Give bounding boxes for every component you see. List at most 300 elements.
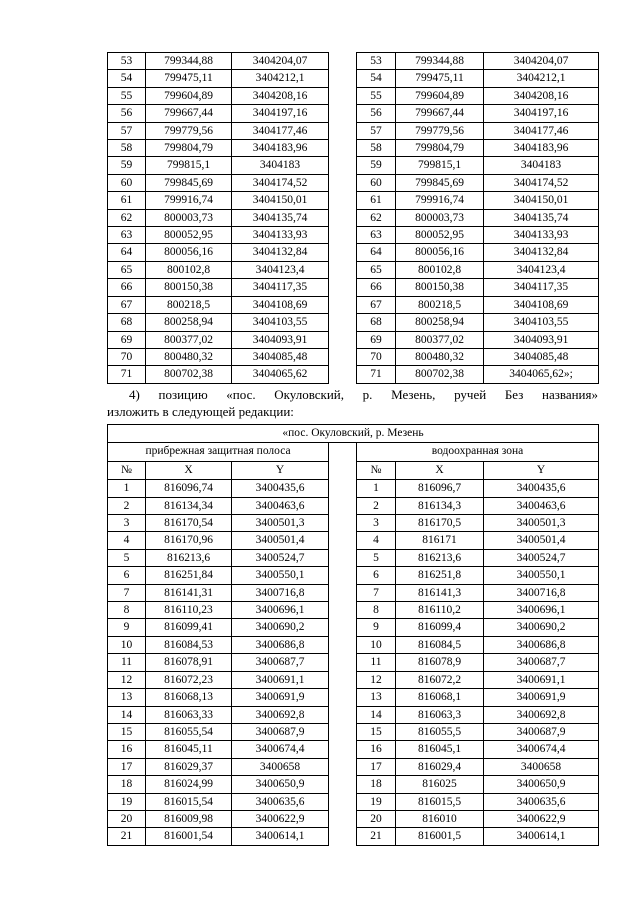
table-row: [108, 741, 599, 758]
point-number-cell: 18: [357, 776, 396, 793]
point-number-cell: 60: [357, 174, 396, 191]
y-coordinate-cell: 3400674,4: [484, 741, 599, 758]
point-number-cell: 3: [357, 515, 396, 532]
y-coordinate-cell: 3404065,62: [232, 366, 329, 383]
y-coordinate-cell: 3400524,7: [232, 549, 329, 566]
point-number-cell: 56: [357, 105, 396, 122]
y-coordinate-cell: 3404174,52: [232, 174, 329, 191]
x-coordinate-cell: 816134,3: [396, 497, 484, 514]
point-number-cell: 60: [108, 174, 146, 191]
point-number-cell: 10: [108, 636, 146, 653]
point-number-cell: 68: [357, 314, 396, 331]
y-coordinate-cell: 3404197,16: [232, 105, 329, 122]
x-coordinate-cell: 816141,3: [396, 584, 484, 601]
column-gap: [329, 140, 357, 157]
x-coordinate-cell: 816099,41: [146, 619, 232, 636]
y-coordinate-cell: 3404212,1: [484, 70, 599, 87]
amendment-line-1: 4) позицию «пос. Окуловский, р. Мезень, ручей Без названия»: [129, 387, 598, 402]
table-row: [108, 619, 599, 636]
x-coordinate-cell: 816084,5: [396, 636, 484, 653]
y-coordinate-cell: 3404135,74: [484, 209, 599, 226]
column-gap: [329, 619, 357, 636]
column-gap: [329, 296, 357, 313]
point-number-cell: 12: [108, 671, 146, 688]
x-coordinate-cell: 816096,7: [396, 480, 484, 497]
amendment-line-2: изложить в следующей редакции:: [107, 404, 294, 419]
y-coordinate-cell: 3404133,93: [484, 227, 599, 244]
column-gap: [329, 261, 357, 278]
x-coordinate-cell: 800056,16: [396, 244, 484, 261]
x-coordinate-cell: 816110,23: [146, 602, 232, 619]
y-coordinate-cell: 3400614,1: [232, 828, 329, 845]
table-row: [108, 758, 599, 775]
x-coordinate-cell: 800102,8: [146, 261, 232, 278]
y-coordinate-cell: 3400692,8: [484, 706, 599, 723]
x-coordinate-cell: 816055,54: [146, 723, 232, 740]
table-row: [108, 810, 599, 827]
x-coordinate-cell: 800258,94: [396, 314, 484, 331]
y-coordinate-cell: 3400691,9: [484, 689, 599, 706]
point-number-cell: 19: [357, 793, 396, 810]
point-number-cell: 9: [357, 619, 396, 636]
point-number-cell: 57: [357, 122, 396, 139]
column-gap: [329, 602, 357, 619]
point-number-cell: 63: [108, 227, 146, 244]
column-gap: [329, 567, 357, 584]
x-coordinate-cell: 816134,34: [146, 497, 232, 514]
y-coordinate-cell: 3400687,9: [484, 723, 599, 740]
column-gap: [329, 706, 357, 723]
bottom-table-body: [108, 425, 599, 846]
point-number-cell: 21: [108, 828, 146, 845]
y-coordinate-cell: 3400691,1: [484, 671, 599, 688]
column-header-x: X: [396, 461, 484, 479]
x-coordinate-cell: 816015,54: [146, 793, 232, 810]
y-coordinate-cell: 3404132,84: [484, 244, 599, 261]
y-coordinate-cell: 3404150,01: [232, 192, 329, 209]
x-coordinate-cell: 816001,5: [396, 828, 484, 845]
y-coordinate-cell: 3400686,8: [232, 636, 329, 653]
x-coordinate-cell: 816099,4: [396, 619, 484, 636]
y-coordinate-cell: 3400716,8: [232, 584, 329, 601]
x-coordinate-cell: 800003,73: [146, 209, 232, 226]
point-number-cell: 2: [108, 497, 146, 514]
y-coordinate-cell: 3400501,4: [484, 532, 599, 549]
y-coordinate-cell: 3400622,9: [484, 810, 599, 827]
column-gap: [329, 53, 357, 70]
y-coordinate-cell: 3404123,4: [232, 261, 329, 278]
y-coordinate-cell: 3404204,07: [232, 53, 329, 70]
y-coordinate-cell: 3404085,48: [232, 348, 329, 365]
y-coordinate-cell: 3400501,4: [232, 532, 329, 549]
point-number-cell: 16: [108, 741, 146, 758]
y-coordinate-cell: 3404085,48: [484, 348, 599, 365]
column-gap: [329, 105, 357, 122]
column-header-number: №: [108, 461, 146, 479]
x-coordinate-cell: 816072,23: [146, 671, 232, 688]
table-row: [108, 689, 599, 706]
point-number-cell: 8: [357, 602, 396, 619]
x-coordinate-cell: 799604,89: [146, 87, 232, 104]
column-gap: [329, 314, 357, 331]
y-coordinate-cell: 3404108,69: [484, 296, 599, 313]
x-coordinate-cell: 816024,99: [146, 776, 232, 793]
point-number-cell: 57: [108, 122, 146, 139]
x-coordinate-cell: 800702,38: [396, 366, 484, 383]
y-coordinate-cell: 3400691,9: [232, 689, 329, 706]
point-number-cell: 55: [357, 87, 396, 104]
x-coordinate-cell: 800377,02: [396, 331, 484, 348]
table-title: «пос. Окуловский, р. Мезень: [108, 425, 599, 443]
table-row: [108, 706, 599, 723]
y-coordinate-cell: 3400690,2: [232, 619, 329, 636]
x-coordinate-cell: 799667,44: [396, 105, 484, 122]
x-coordinate-cell: 816096,74: [146, 480, 232, 497]
column-gap: [329, 723, 357, 740]
table-row: [108, 174, 599, 191]
point-number-cell: 6: [357, 567, 396, 584]
table-row: [108, 244, 599, 261]
y-coordinate-cell: 3404093,91: [232, 331, 329, 348]
column-header-y: Y: [232, 461, 329, 479]
point-number-cell: 70: [357, 348, 396, 365]
x-coordinate-cell: 800258,94: [146, 314, 232, 331]
table-row: [108, 314, 599, 331]
column-gap: [329, 279, 357, 296]
point-number-cell: 62: [108, 209, 146, 226]
point-number-cell: 54: [108, 70, 146, 87]
table-row: [108, 480, 599, 497]
point-number-cell: 53: [108, 53, 146, 70]
x-coordinate-cell: 816084,53: [146, 636, 232, 653]
y-coordinate-cell: 3404108,69: [232, 296, 329, 313]
y-coordinate-cell: 3404177,46: [484, 122, 599, 139]
point-number-cell: 68: [108, 314, 146, 331]
x-coordinate-cell: 816063,3: [396, 706, 484, 723]
table-row: [108, 654, 599, 671]
point-number-cell: 1: [357, 480, 396, 497]
table-row: [108, 793, 599, 810]
y-coordinate-cell: 3400687,7: [232, 654, 329, 671]
x-coordinate-cell: 799916,74: [146, 192, 232, 209]
y-coordinate-cell: 3404177,46: [232, 122, 329, 139]
y-coordinate-cell: 3400463,6: [484, 497, 599, 514]
point-number-cell: 66: [357, 279, 396, 296]
x-coordinate-cell: 816251,8: [396, 567, 484, 584]
x-coordinate-cell: 816141,31: [146, 584, 232, 601]
point-number-cell: 55: [108, 87, 146, 104]
column-header-number: №: [357, 461, 396, 479]
x-coordinate-cell: 816068,13: [146, 689, 232, 706]
x-coordinate-cell: 800102,8: [396, 261, 484, 278]
point-number-cell: 59: [357, 157, 396, 174]
table-row: [108, 140, 599, 157]
table-row: [108, 53, 599, 70]
y-coordinate-cell: 3400635,6: [232, 793, 329, 810]
y-coordinate-cell: 3400635,6: [484, 793, 599, 810]
point-number-cell: 6: [108, 567, 146, 584]
point-number-cell: 5: [357, 549, 396, 566]
column-gap: [329, 828, 357, 845]
x-coordinate-cell: 816068,1: [396, 689, 484, 706]
x-coordinate-cell: 800056,16: [146, 244, 232, 261]
point-number-cell: 16: [357, 741, 396, 758]
table-row: [108, 366, 599, 383]
x-coordinate-cell: 800377,02: [146, 331, 232, 348]
y-coordinate-cell: 3400696,1: [484, 602, 599, 619]
water-protection-zone-heading: водоохранная зона: [357, 443, 599, 461]
y-coordinate-cell: 3404150,01: [484, 192, 599, 209]
table-row: [108, 515, 599, 532]
y-coordinate-cell: 3400501,3: [232, 515, 329, 532]
column-gap: [329, 331, 357, 348]
x-coordinate-cell: 816251,84: [146, 567, 232, 584]
x-coordinate-cell: 816170,54: [146, 515, 232, 532]
point-number-cell: 67: [357, 296, 396, 313]
point-number-cell: 58: [108, 140, 146, 157]
point-number-cell: 53: [357, 53, 396, 70]
y-coordinate-cell: 3404065,62»;: [484, 366, 599, 383]
y-coordinate-cell: 3404117,35: [232, 279, 329, 296]
y-coordinate-cell: 3404208,16: [484, 87, 599, 104]
column-gap: [329, 636, 357, 653]
x-coordinate-cell: 800702,38: [146, 366, 232, 383]
point-number-cell: 64: [357, 244, 396, 261]
x-coordinate-cell: 816001,54: [146, 828, 232, 845]
table-row: [108, 602, 599, 619]
x-coordinate-cell: 799804,79: [146, 140, 232, 157]
point-number-cell: 5: [108, 549, 146, 566]
x-coordinate-cell: 816045,1: [396, 741, 484, 758]
x-coordinate-cell: 799845,69: [396, 174, 484, 191]
x-coordinate-cell: 800150,38: [146, 279, 232, 296]
bottom-coordinates-table: [107, 424, 599, 846]
x-coordinate-cell: 800003,73: [396, 209, 484, 226]
point-number-cell: 4: [357, 532, 396, 549]
table-row: [108, 87, 599, 104]
point-number-cell: 19: [108, 793, 146, 810]
x-coordinate-cell: 800052,95: [396, 227, 484, 244]
table-row: [108, 549, 599, 566]
x-coordinate-cell: 799604,89: [396, 87, 484, 104]
y-coordinate-cell: 3400550,1: [484, 567, 599, 584]
column-gap: [329, 157, 357, 174]
point-number-cell: 65: [108, 261, 146, 278]
point-number-cell: 21: [357, 828, 396, 845]
y-coordinate-cell: 3404183,96: [484, 140, 599, 157]
point-number-cell: 54: [357, 70, 396, 87]
y-coordinate-cell: 3404133,93: [232, 227, 329, 244]
table-row: [108, 157, 599, 174]
column-gap: [329, 122, 357, 139]
x-coordinate-cell: 816078,91: [146, 654, 232, 671]
column-header-x: X: [146, 461, 232, 479]
y-coordinate-cell: 3400716,8: [484, 584, 599, 601]
point-number-cell: 66: [108, 279, 146, 296]
column-gap: [329, 776, 357, 793]
x-coordinate-cell: 800480,32: [396, 348, 484, 365]
y-coordinate-cell: 3404132,84: [232, 244, 329, 261]
x-coordinate-cell: 799779,56: [396, 122, 484, 139]
table-row: [108, 209, 599, 226]
x-coordinate-cell: 800218,5: [396, 296, 484, 313]
y-coordinate-cell: 3404197,16: [484, 105, 599, 122]
point-number-cell: 14: [108, 706, 146, 723]
point-number-cell: 11: [108, 654, 146, 671]
point-number-cell: 58: [357, 140, 396, 157]
point-number-cell: 61: [357, 192, 396, 209]
y-coordinate-cell: 3404103,55: [484, 314, 599, 331]
point-number-cell: 18: [108, 776, 146, 793]
coastal-strip-heading: прибрежная защитная полоса: [108, 443, 329, 461]
table-row: [108, 671, 599, 688]
amendment-paragraph: [107, 386, 598, 420]
x-coordinate-cell: 816029,37: [146, 758, 232, 775]
point-number-cell: 1: [108, 480, 146, 497]
y-coordinate-cell: 3404208,16: [232, 87, 329, 104]
y-coordinate-cell: 3400658: [232, 758, 329, 775]
x-coordinate-cell: 816015,5: [396, 793, 484, 810]
y-coordinate-cell: 3400692,8: [232, 706, 329, 723]
x-coordinate-cell: 799815,1: [146, 157, 232, 174]
x-coordinate-cell: 816170,5: [396, 515, 484, 532]
table-row: [108, 105, 599, 122]
column-gap: [329, 741, 357, 758]
y-coordinate-cell: 3404103,55: [232, 314, 329, 331]
point-number-cell: 70: [108, 348, 146, 365]
column-gap: [329, 549, 357, 566]
point-number-cell: 71: [357, 366, 396, 383]
y-coordinate-cell: 3404183: [484, 157, 599, 174]
x-coordinate-cell: 800150,38: [396, 279, 484, 296]
table-row: [108, 497, 599, 514]
y-coordinate-cell: 3404212,1: [232, 70, 329, 87]
x-coordinate-cell: 816170,96: [146, 532, 232, 549]
y-coordinate-cell: 3400687,9: [232, 723, 329, 740]
point-number-cell: 11: [357, 654, 396, 671]
table-row: [108, 70, 599, 87]
y-coordinate-cell: 3400463,6: [232, 497, 329, 514]
column-gap: [329, 810, 357, 827]
table-row: [108, 261, 599, 278]
x-coordinate-cell: 800480,32: [146, 348, 232, 365]
zone-heading-row: [108, 443, 599, 461]
x-coordinate-cell: 816213,6: [146, 549, 232, 566]
y-coordinate-cell: 3404183,96: [232, 140, 329, 157]
column-gap: [329, 209, 357, 226]
x-coordinate-cell: 799845,69: [146, 174, 232, 191]
y-coordinate-cell: 3400550,1: [232, 567, 329, 584]
column-gap: [329, 192, 357, 209]
x-coordinate-cell: 799344,88: [146, 53, 232, 70]
table-row: [108, 331, 599, 348]
y-coordinate-cell: 3404174,52: [484, 174, 599, 191]
y-coordinate-cell: 3400614,1: [484, 828, 599, 845]
point-number-cell: 12: [357, 671, 396, 688]
point-number-cell: 62: [357, 209, 396, 226]
y-coordinate-cell: 3400622,9: [232, 810, 329, 827]
point-number-cell: 14: [357, 706, 396, 723]
column-gap: [329, 70, 357, 87]
point-number-cell: 4: [108, 532, 146, 549]
x-coordinate-cell: 800052,95: [146, 227, 232, 244]
column-gap: [329, 689, 357, 706]
y-coordinate-cell: 3400435,6: [232, 480, 329, 497]
table-row: [108, 227, 599, 244]
column-gap: [329, 793, 357, 810]
point-number-cell: 9: [108, 619, 146, 636]
y-coordinate-cell: 3404123,4: [484, 261, 599, 278]
x-coordinate-cell: 799667,44: [146, 105, 232, 122]
x-coordinate-cell: 816010: [396, 810, 484, 827]
table-row: [108, 532, 599, 549]
point-number-cell: 64: [108, 244, 146, 261]
y-coordinate-cell: 3404183: [232, 157, 329, 174]
point-number-cell: 69: [357, 331, 396, 348]
point-number-cell: 7: [357, 584, 396, 601]
point-number-cell: 13: [357, 689, 396, 706]
point-number-cell: 69: [108, 331, 146, 348]
y-coordinate-cell: 3404093,91: [484, 331, 599, 348]
table-row: [108, 584, 599, 601]
y-coordinate-cell: 3400658: [484, 758, 599, 775]
y-coordinate-cell: 3400501,3: [484, 515, 599, 532]
y-coordinate-cell: 3400691,1: [232, 671, 329, 688]
column-gap: [329, 174, 357, 191]
table-row: [108, 723, 599, 740]
table-row: [108, 122, 599, 139]
column-gap: [329, 758, 357, 775]
column-gap: [329, 497, 357, 514]
column-gap: [329, 227, 357, 244]
y-coordinate-cell: 3400650,9: [232, 776, 329, 793]
table-row: [108, 567, 599, 584]
column-gap: [329, 532, 357, 549]
point-number-cell: 67: [108, 296, 146, 313]
x-coordinate-cell: 799916,74: [396, 192, 484, 209]
point-number-cell: 15: [357, 723, 396, 740]
table-row: [108, 636, 599, 653]
x-coordinate-cell: 816045,11: [146, 741, 232, 758]
x-coordinate-cell: 799815,1: [396, 157, 484, 174]
x-coordinate-cell: 816055,5: [396, 723, 484, 740]
top-table-body: [108, 53, 599, 384]
table-row: [108, 828, 599, 845]
top-coordinates-table: [107, 52, 599, 384]
x-coordinate-cell: 799779,56: [146, 122, 232, 139]
point-number-cell: 61: [108, 192, 146, 209]
x-coordinate-cell: 816025: [396, 776, 484, 793]
point-number-cell: 7: [108, 584, 146, 601]
table-row: [108, 279, 599, 296]
column-gap: [329, 244, 357, 261]
point-number-cell: 63: [357, 227, 396, 244]
x-coordinate-cell: 816171: [396, 532, 484, 549]
y-coordinate-cell: 3400674,4: [232, 741, 329, 758]
point-number-cell: 56: [108, 105, 146, 122]
y-coordinate-cell: 3400524,7: [484, 549, 599, 566]
point-number-cell: 20: [357, 810, 396, 827]
y-coordinate-cell: 3404117,35: [484, 279, 599, 296]
x-coordinate-cell: 816063,33: [146, 706, 232, 723]
column-gap: [329, 654, 357, 671]
y-coordinate-cell: 3400696,1: [232, 602, 329, 619]
column-gap: [329, 584, 357, 601]
point-number-cell: 71: [108, 366, 146, 383]
x-coordinate-cell: 799475,11: [396, 70, 484, 87]
point-number-cell: 17: [108, 758, 146, 775]
column-gap: [329, 366, 357, 383]
